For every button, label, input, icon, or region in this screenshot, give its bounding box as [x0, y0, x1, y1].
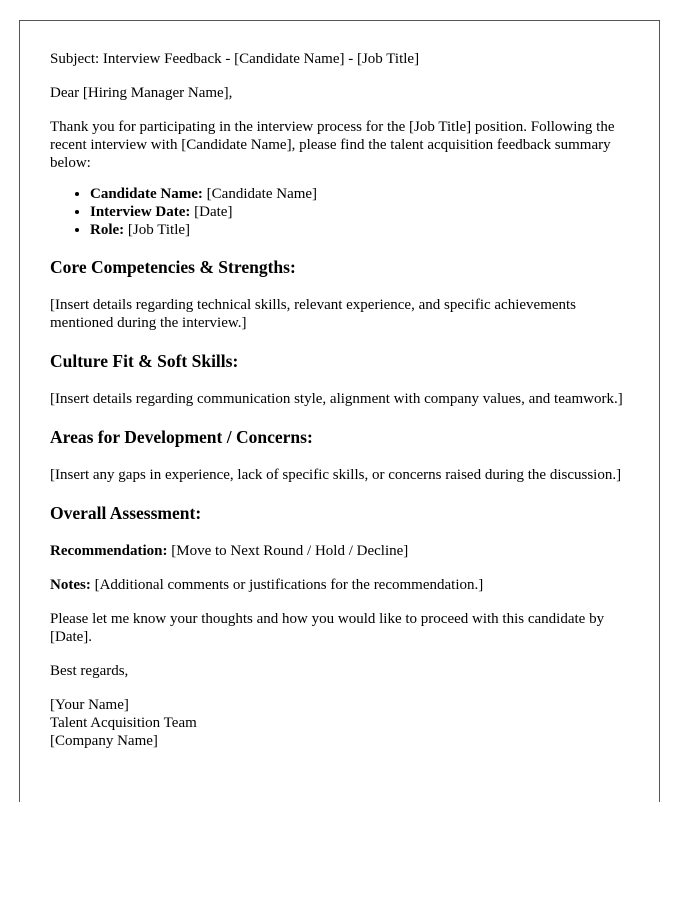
recommendation-value: [Move to Next Round / Hold / Decline] — [167, 543, 409, 559]
detail-label: Interview Date: — [90, 204, 191, 220]
section-heading-culture-fit: Culture Fit & Soft Skills: — [50, 351, 239, 371]
letter-content — [50, 50, 635, 750]
section-body-culture-fit: [Insert details regarding communication style, alignment with company values, and teamwork.] — [50, 391, 623, 407]
signature-team: Talent Acquisition Team — [50, 715, 197, 731]
section-heading-development-areas: Areas for Development / Concerns: — [50, 427, 313, 447]
detail-label: Role: — [90, 222, 125, 238]
intro-paragraph: Thank you for participating in the interview process for the [Job Title] position. Following the recent interview with [Candidate Name], please find the talent acquisition feedback summary below: — [50, 119, 615, 171]
section-heading-core-competencies: Core Competencies & Strengths: — [50, 257, 296, 277]
candidate-details-list — [50, 185, 635, 239]
notes-value: [Additional comments or justifications for the recommendation.] — [90, 577, 484, 593]
signature-company: [Company Name] — [50, 733, 158, 749]
recommendation-label: Recommendation: — [50, 543, 168, 559]
detail-label: Candidate Name: — [90, 186, 203, 202]
detail-value: [Candidate Name] — [202, 186, 318, 202]
section-body-development-areas: [Insert any gaps in experience, lack of specific skills, or concerns raised during the discussion.] — [50, 467, 622, 483]
sign-off: Best regards, — [50, 663, 129, 679]
detail-value: [Date] — [190, 204, 233, 220]
recommendation-line — [50, 542, 635, 560]
section-body-core-competencies: [Insert details regarding technical skills, relevant experience, and specific achievements mentioned during the interview.] — [50, 297, 577, 331]
greeting: Dear [Hiring Manager Name], — [50, 85, 233, 101]
list-item — [90, 203, 635, 221]
notes-line — [50, 576, 635, 594]
closing-paragraph: Please let me know your thoughts and how you would like to proceed with this candidate by [Date]. — [50, 611, 605, 645]
signature-block — [50, 696, 635, 750]
section-heading-overall-assessment: Overall Assessment: — [50, 503, 202, 523]
subject-line: Subject: Interview Feedback - [Candidate Name] - [Job Title] — [50, 51, 420, 67]
notes-label: Notes: — [50, 577, 91, 593]
signature-name: [Your Name] — [50, 697, 129, 713]
list-item — [90, 185, 635, 203]
list-item — [90, 221, 635, 239]
letter-page — [19, 20, 660, 802]
detail-value: [Job Title] — [124, 222, 191, 238]
